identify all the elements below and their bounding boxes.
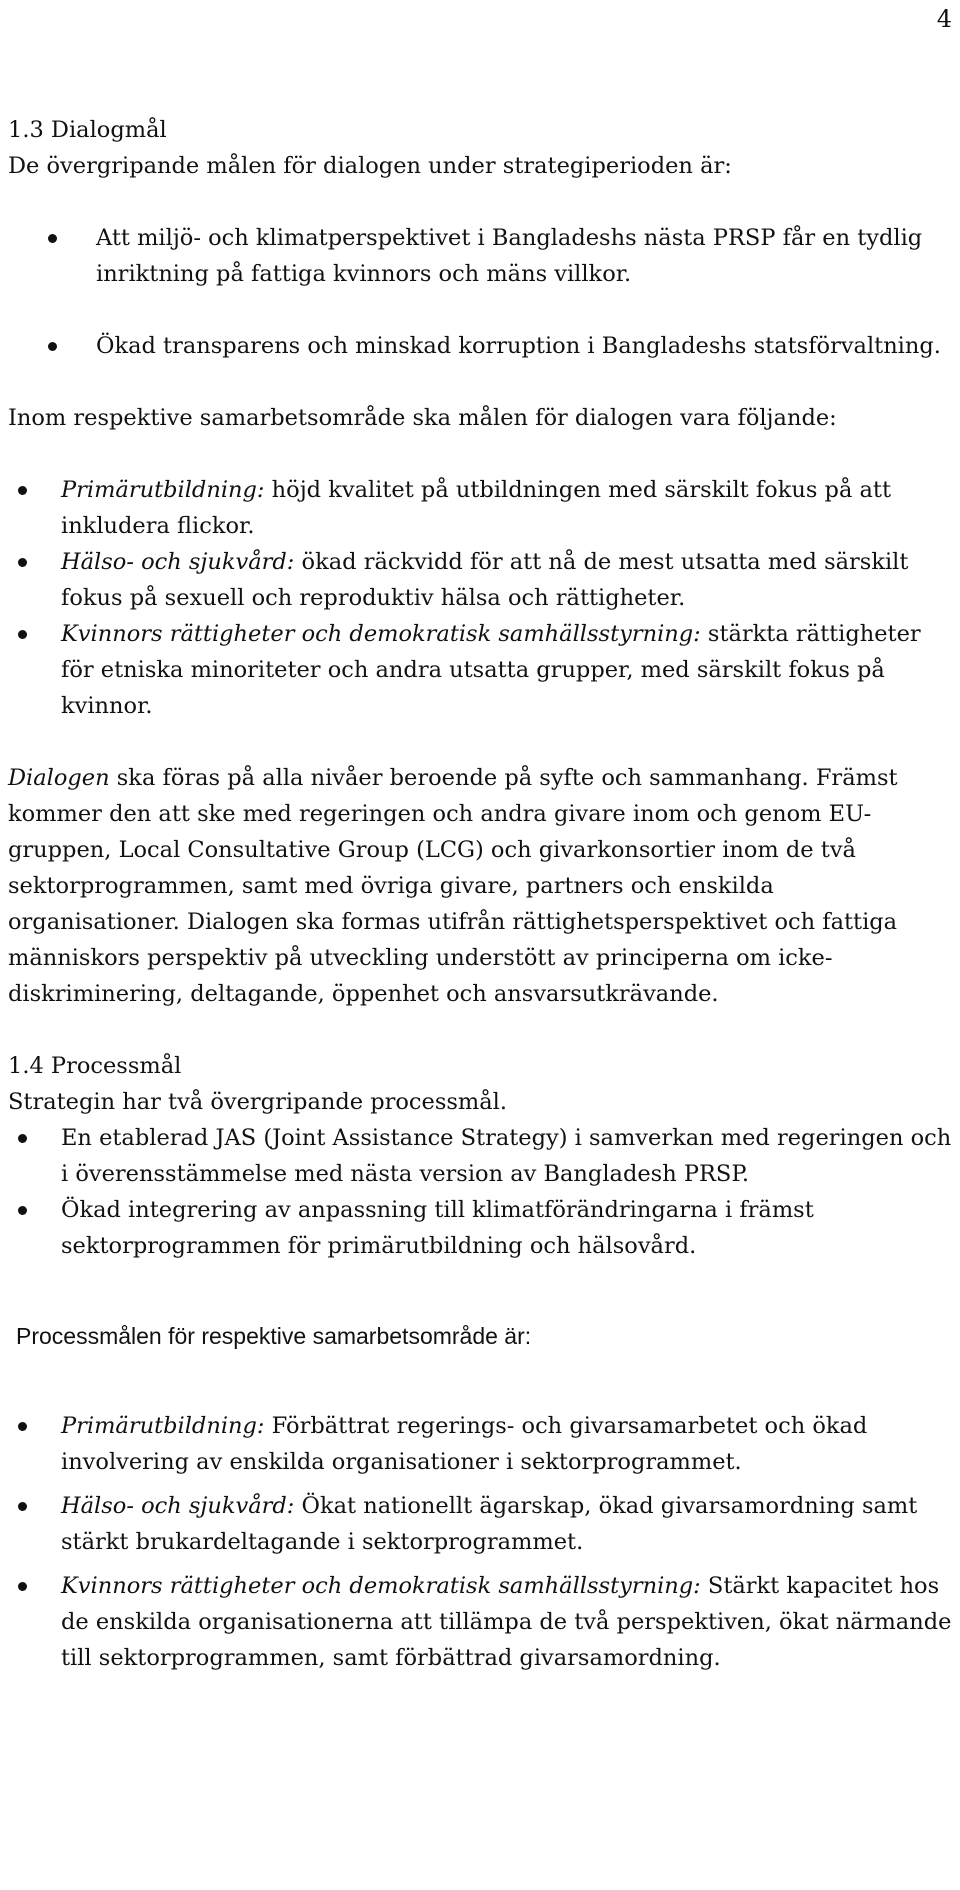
area-label: Hälso- och sjukvård: [61, 549, 295, 575]
area-process-goals-list [8, 1408, 952, 1676]
list-item: Ökad integrering av anpassning till klimatförändringarna i främst sektorprogrammen för primärutbildning och hälsovård. [8, 1192, 952, 1264]
area-dialog-goals-list [8, 472, 952, 724]
area-label: Kvinnors rättigheter och demokratisk samhällsstyrning: [61, 1573, 701, 1599]
area-text: stärkta rättigheter för etniska minoriteter och andra utsatta grupper, med särskilt fokus på kvinnor. [61, 621, 921, 719]
dialog-label: Dialogen [8, 765, 110, 791]
area-text: höjd kvalitet på utbildningen med särskilt fokus på att inkludera flickor. [61, 477, 892, 539]
document-body [8, 112, 952, 1676]
area-process-goals-intro: Processmålen för respektive samarbetsområde är: [16, 1323, 532, 1349]
process-goals-intro: Strategin har två övergripande processmål. [8, 1089, 508, 1115]
list-item [8, 1488, 952, 1560]
section-heading-processmal: 1.4 Processmål [8, 1053, 182, 1079]
list-item [8, 1568, 952, 1676]
list-item [8, 472, 952, 544]
area-text: Stärkt kapacitet hos de enskilda organisationerna att tillämpa de två perspektiven, ökat närmande till sektorprogrammen, samt förbättrad givarsamordning. [61, 1573, 952, 1671]
area-text: Ökat nationellt ägarskap, ökad givarsamordning samt stärkt brukardeltagande i sektorprogrammet. [61, 1493, 918, 1555]
overall-dialog-goals-list [8, 220, 952, 364]
area-label: Primärutbildning: [61, 1413, 265, 1439]
dialog-paragraph [8, 760, 952, 1012]
list-item [8, 616, 952, 724]
list-item: Att miljö- och klimatperspektivet i Bangladeshs nästa PRSP får en tydlig inriktning på fattiga kvinnors och mäns villkor. [8, 220, 952, 292]
dialog-goals-intro: De övergripande målen för dialogen under strategiperioden är: [8, 153, 732, 179]
list-item: En etablerad JAS (Joint Assistance Strategy) i samverkan med regeringen och i överensstämmelse med nästa version av Bangladesh PRSP. [8, 1120, 952, 1192]
area-label: Kvinnors rättigheter och demokratisk samhällsstyrning: [61, 621, 701, 647]
area-label: Hälso- och sjukvård: [61, 1493, 295, 1519]
list-item: Ökad transparens och minskad korruption i Bangladeshs statsförvaltning. [8, 328, 952, 364]
process-goals-list [8, 1120, 952, 1264]
section-heading-dialogmal: 1.3 Dialogmål [8, 117, 167, 143]
list-item [8, 544, 952, 616]
area-dialog-goals-intro: Inom respektive samarbetsområde ska målen för dialogen vara följande: [8, 405, 837, 431]
area-label: Primärutbildning: [61, 477, 265, 503]
area-text: Förbättrat regerings- och givarsamarbetet och ökad involvering av enskilda organisationer i sektorprogrammet. [61, 1413, 868, 1475]
list-item [8, 1408, 952, 1480]
area-text: ökad räckvidd för att nå de mest utsatta med särskilt fokus på sexuell och reproduktiv hälsa och rättigheter. [61, 549, 909, 611]
page-number: 4 [936, 5, 952, 33]
dialog-text: ska föras på alla nivåer beroende på syfte och sammanhang. Främst kommer den att ske med regeringen och andra givare inom och genom EU-gruppen, Local Consultative Group (LCG) och givarkonsortier inom de två sektorprogrammen, samt med övriga givare, partners och enskilda organisationer. Dialogen ska formas utifrån rättighetsperspektivet och fattiga människors perspektiv på utveckling understött av principerna om icke-diskriminering, deltagande, öppenhet och ansvarsutkrävande. [8, 765, 898, 1007]
